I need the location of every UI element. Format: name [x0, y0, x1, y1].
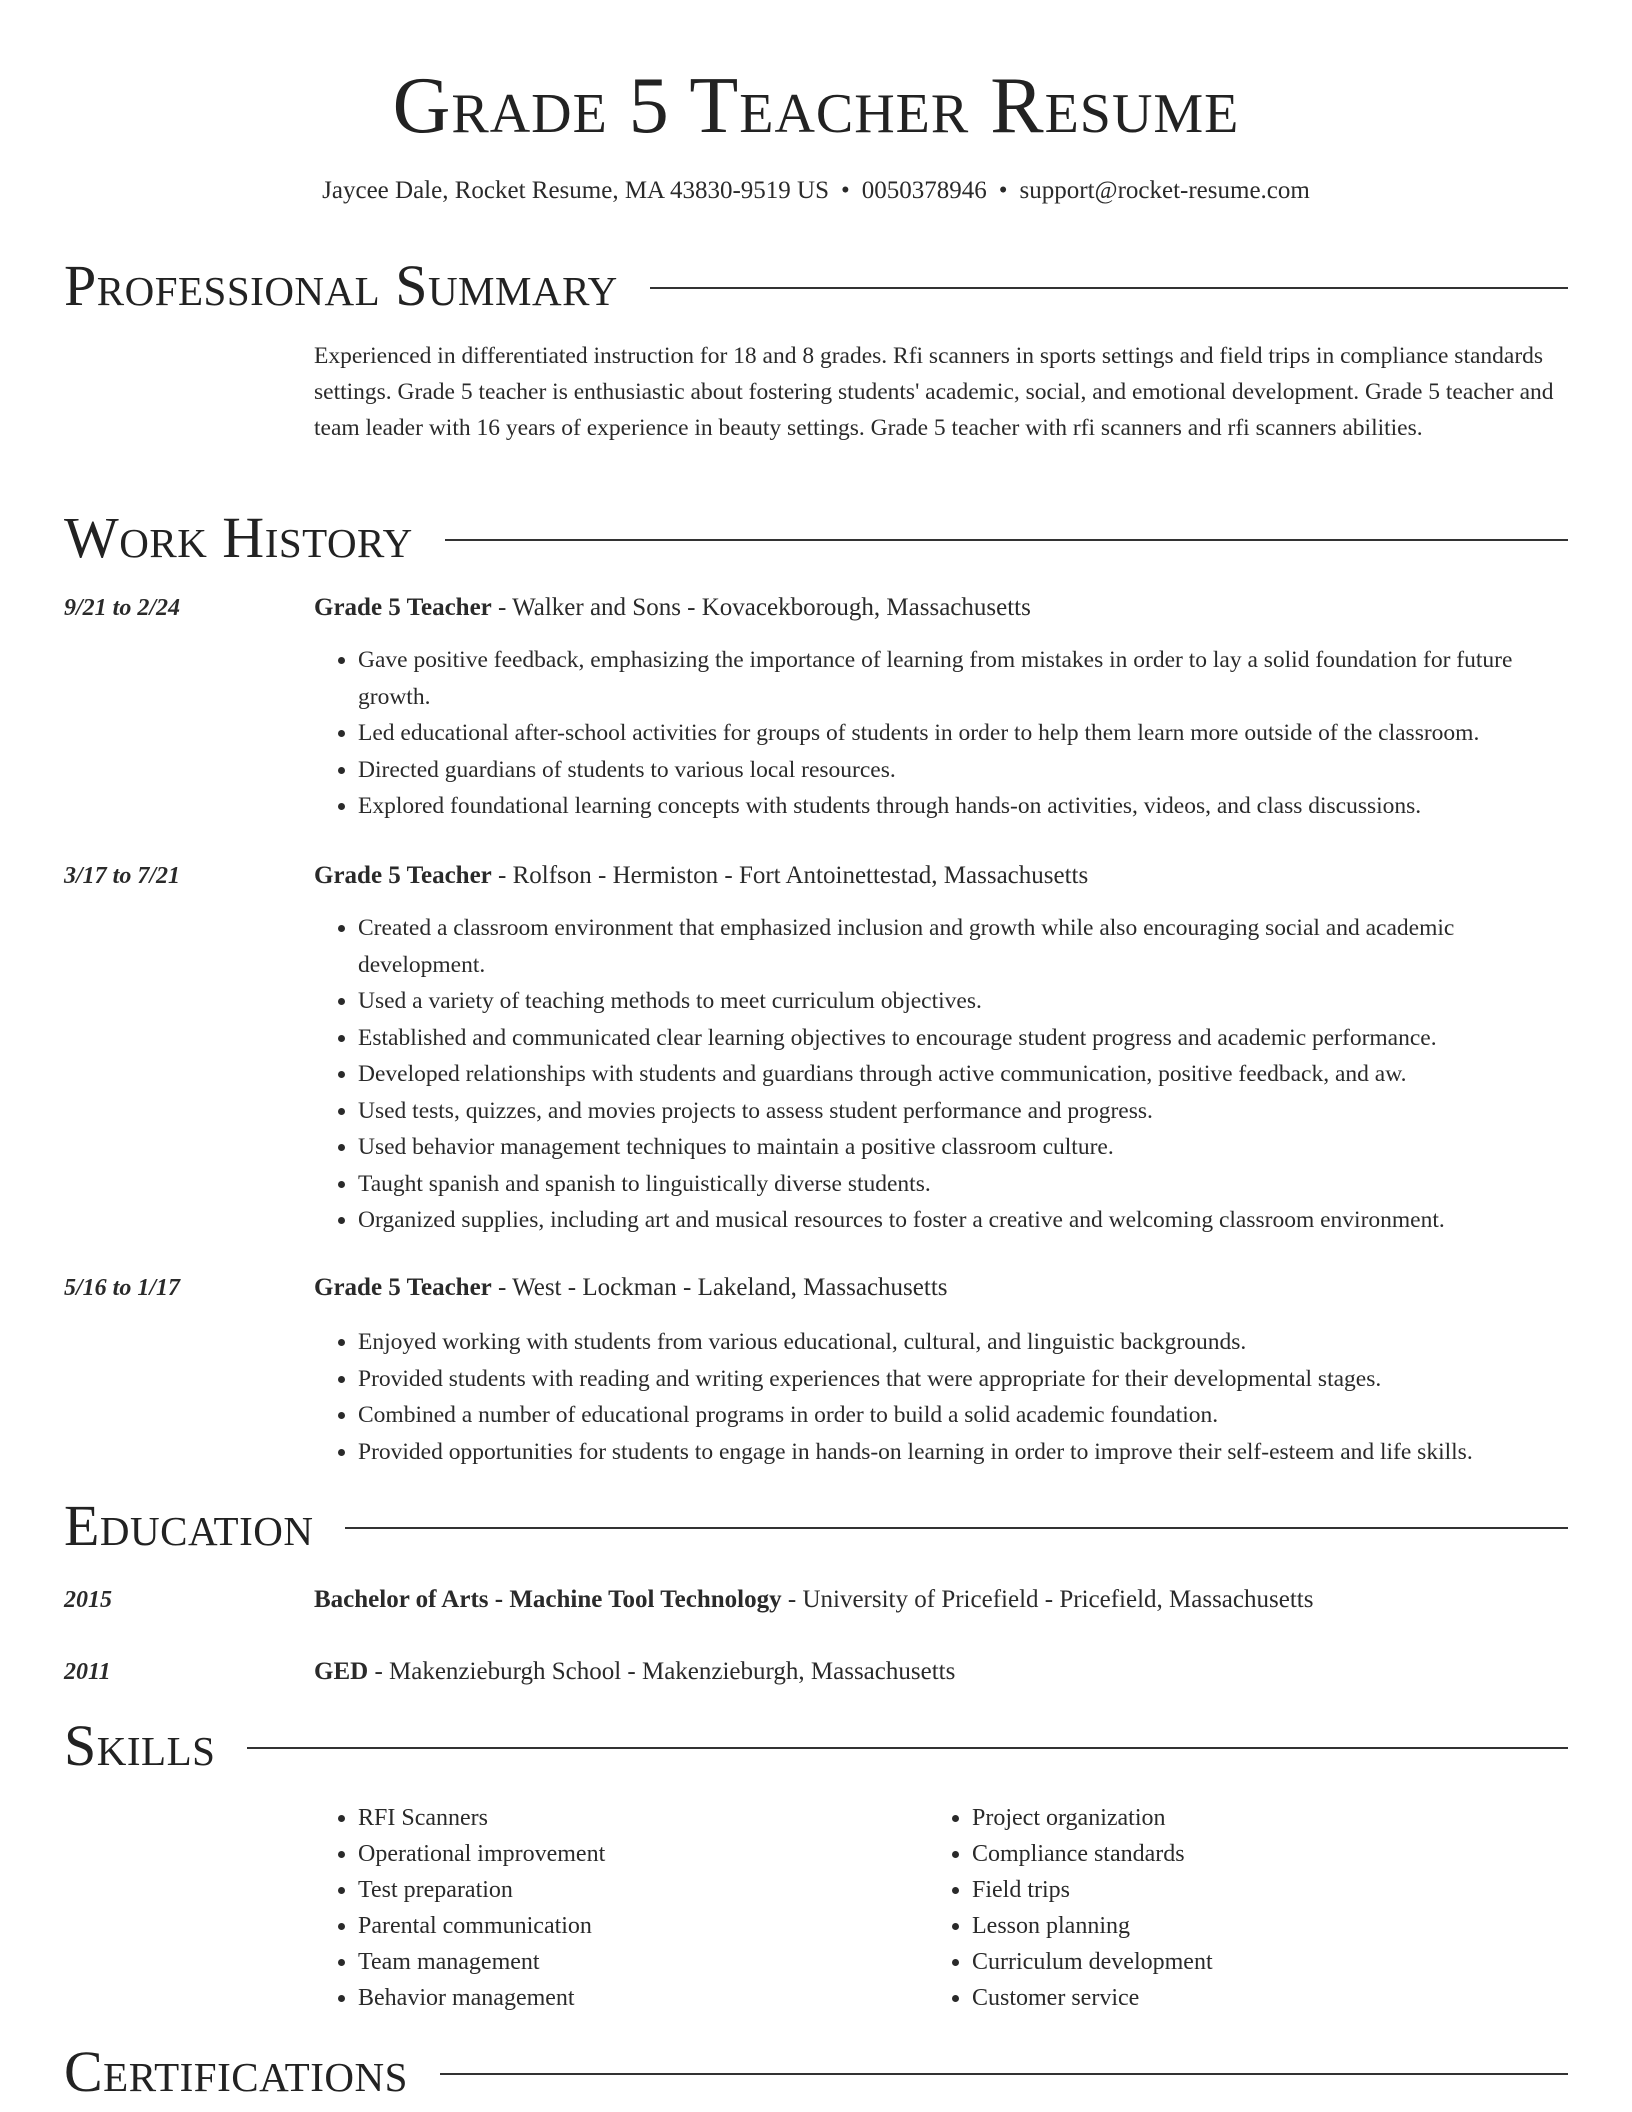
- skills-list-left: [314, 1800, 918, 2016]
- skill-item: • Team management: [358, 1944, 918, 1980]
- section-title: Education: [64, 1493, 314, 1558]
- section-divider: [650, 287, 1568, 289]
- contact-email[interactable]: support@rocket-resume.com: [1019, 177, 1310, 204]
- job-role: Grade 5 Teacher: [314, 1274, 492, 1301]
- section-divider: [345, 1527, 1568, 1529]
- section-divider: [247, 1747, 1568, 1749]
- list-item: • Used a variety of teaching methods to meet curriculum objectives.: [358, 983, 1568, 1020]
- contact-phone: 0050378946: [861, 177, 987, 204]
- contact-separator: •: [841, 177, 850, 204]
- job-details: - Rolfson - Hermiston - Fort Antoinettestad, Massachusetts: [491, 862, 1089, 889]
- job-details: - Walker and Sons - Kovacekborough, Massachusetts: [491, 594, 1031, 621]
- skill-item: • Project organization: [972, 1800, 1532, 1836]
- section-divider: [440, 2073, 1568, 2075]
- skill-item: • Customer service: [972, 1980, 1532, 2016]
- list-item: • Taught spanish and spanish to linguistically diverse students.: [358, 1166, 1568, 1203]
- skill-item: • RFI Scanners: [358, 1800, 918, 1836]
- job-role: Grade 5 Teacher: [314, 594, 492, 621]
- education-year: 2011: [64, 1659, 111, 1685]
- section-header-summary: [64, 253, 1568, 318]
- skill-item: • Test preparation: [358, 1872, 918, 1908]
- skill-item: • Operational improvement: [358, 1836, 918, 1872]
- section-title: Work History: [64, 505, 413, 570]
- section-title: Skills: [64, 1713, 216, 1778]
- list-item: • Used behavior management techniques to maintain a positive classroom culture.: [358, 1129, 1568, 1166]
- section-title: Professional Summary: [64, 253, 618, 318]
- list-item: • Directed guardians of students to various local resources.: [358, 752, 1568, 789]
- contact-separator: •: [998, 177, 1008, 204]
- job-dates: 3/17 to 7/21: [64, 863, 181, 889]
- job-dates: 9/21 to 2/24: [64, 595, 181, 621]
- list-item: • Combined a number of educational programs in order to build a solid academic foundation.: [358, 1397, 1568, 1434]
- contact-line: [0, 174, 1632, 208]
- job-role: Grade 5 Teacher: [314, 862, 492, 889]
- contact-address: Jaycee Dale, Rocket Resume, MA 43830-9519 US: [322, 177, 830, 204]
- summary-text: Experienced in differentiated instruction for 18 and 8 grades. Rfi scanners in sports settings and field trips in compliance standards settings. Grade 5 teacher is enthusiastic about fostering students' academic, social, and emotional development. Grade 5 teacher and team leader with 16 years of experience in beauty settings. Grade 5 teacher with rfi scanners and rfi scanners abilities.: [314, 343, 1554, 441]
- list-item: • Explored foundational learning concepts with students through hands-on activities, videos, and class discussions.: [358, 788, 1568, 825]
- skills-list-right: [928, 1800, 1532, 2016]
- skill-item: • Parental communication: [358, 1908, 918, 1944]
- list-item: • Used tests, quizzes, and movies projects to assess student performance and progress.: [358, 1093, 1568, 1130]
- list-item: • Established and communicated clear learning objectives to encourage student progress and academic performance.: [358, 1020, 1568, 1057]
- section-title: Certifications: [64, 2039, 408, 2104]
- job-heading: [314, 1270, 948, 1306]
- job-bullets: [314, 910, 1568, 1239]
- list-item: • Provided opportunities for students to engage in hands-on learning in order to improve their self-esteem and life skills.: [358, 1434, 1568, 1471]
- list-item: • Provided students with reading and writing experiences that were appropriate for their developmental stages.: [358, 1361, 1568, 1398]
- education-year: 2015: [64, 1587, 112, 1613]
- list-item: • Gave positive feedback, emphasizing the importance of learning from mistakes in order to lay a solid foundation for future growth.: [358, 642, 1568, 715]
- skill-item: • Field trips: [972, 1872, 1532, 1908]
- job-details: - West - Lockman - Lakeland, Massachusetts: [491, 1274, 948, 1301]
- section-header-education: [64, 1493, 1568, 1558]
- list-item: • Developed relationships with students and guardians through active communication, positive feedback, and aw.: [358, 1056, 1568, 1093]
- education-heading: [314, 1582, 1313, 1618]
- education-details: - Makenzieburgh School - Makenzieburgh, Massachusetts: [368, 1658, 956, 1685]
- education-degree: GED: [314, 1658, 369, 1685]
- job-heading: [314, 590, 1031, 626]
- section-header-skills: [64, 1713, 1568, 1778]
- skill-item: • Lesson planning: [972, 1908, 1532, 1944]
- job-heading: [314, 858, 1088, 894]
- list-item: • Organized supplies, including art and musical resources to foster a creative and welcoming classroom environment.: [358, 1202, 1568, 1239]
- section-header-work-history: [64, 505, 1568, 570]
- list-item: • Led educational after-school activities for groups of students in order to help them learn more outside of the classroom.: [358, 715, 1568, 752]
- skill-item: • Compliance standards: [972, 1836, 1532, 1872]
- education-degree: Bachelor of Arts - Machine Tool Technology: [314, 1586, 782, 1613]
- job-dates: 5/16 to 1/17: [64, 1275, 181, 1301]
- job-bullets: [314, 1324, 1568, 1470]
- section-header-certifications: [64, 2039, 1568, 2104]
- skill-item: • Behavior management: [358, 1980, 918, 2016]
- list-item: • Enjoyed working with students from various educational, cultural, and linguistic backgrounds.: [358, 1324, 1568, 1361]
- resume-title: Grade 5 Teacher Resume: [392, 62, 1240, 150]
- list-item: • Created a classroom environment that emphasized inclusion and growth while also encouraging social and academic development.: [358, 910, 1568, 983]
- education-details: - University of Pricefield - Pricefield, Massachusetts: [781, 1586, 1314, 1613]
- job-bullets: [314, 642, 1568, 825]
- education-heading: [314, 1654, 955, 1690]
- skill-item: • Curriculum development: [972, 1944, 1532, 1980]
- section-divider: [445, 539, 1568, 541]
